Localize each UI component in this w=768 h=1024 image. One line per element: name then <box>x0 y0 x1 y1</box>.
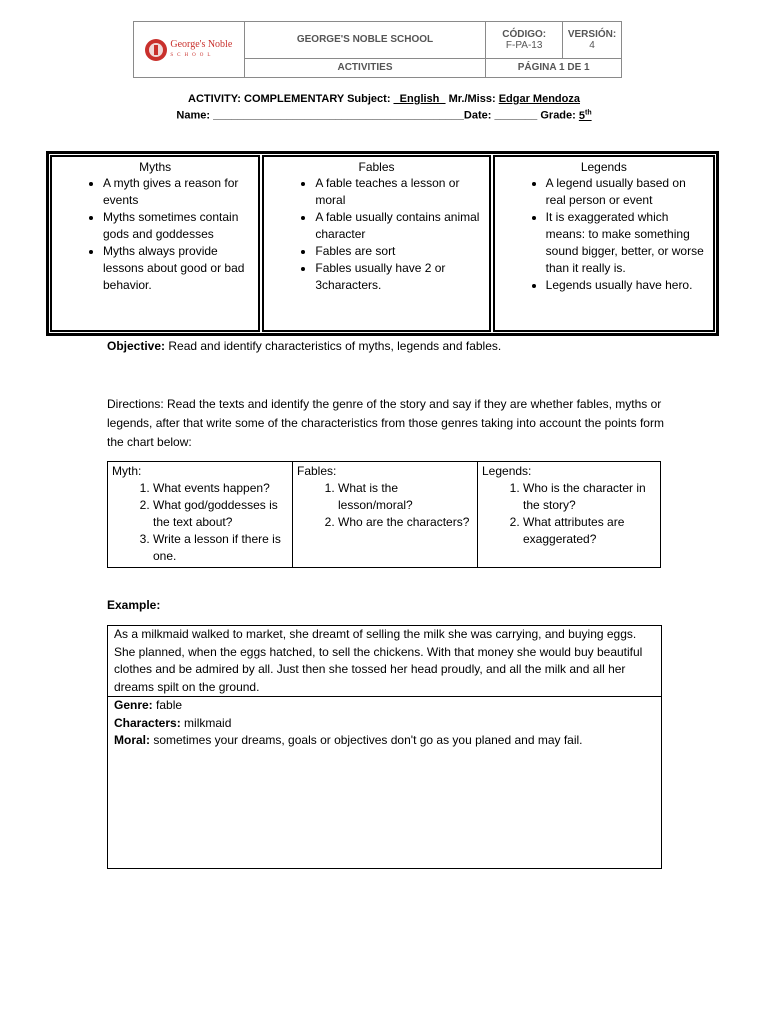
genre-answer: Genre: fable <box>114 698 183 712</box>
fable-questions <box>293 462 478 568</box>
fable-point: • Fables usually have 2 or 3characters. <box>315 260 484 294</box>
legend-point: • Legends usually have hero. <box>546 277 709 294</box>
moral-answer: Moral: sometimes your dreams, goals or objectives don't go as you planed and may fail. <box>114 733 583 747</box>
myth-questions <box>108 462 293 568</box>
myth-point: • A myth gives a reason for events <box>103 175 254 209</box>
directions: Directions: Read the texts and identify the genre of the story and say if they are whether fables, myths or legends, after that write some of the characteristics from those genres taking into account the points form the chart below: <box>107 397 664 449</box>
myth-point: • Myths sometimes contain gods and goddesses <box>103 209 254 243</box>
myth-questions-title: Myth: <box>112 464 142 478</box>
question-item: 2. What god/goddesses is the text about? <box>153 497 288 531</box>
example-label: Example: <box>107 598 161 612</box>
school-seal-icon <box>145 39 167 61</box>
logo-text: George's Noble <box>170 38 233 50</box>
fable-point: • A fable usually contains animal character <box>315 209 484 243</box>
myths-title: Myths <box>139 160 172 174</box>
objective-label: Objective: <box>107 339 166 353</box>
question-item: 1. Who is the character in the story? <box>523 480 656 514</box>
fables-column <box>262 155 490 332</box>
fable-questions-title: Fables: <box>297 464 337 478</box>
objective <box>107 337 667 356</box>
codigo-label: CÓDIGO: <box>502 28 547 40</box>
myths-column <box>50 155 260 332</box>
school-name: GEORGE'S NOBLE SCHOOL <box>244 22 486 59</box>
legends-column <box>493 155 715 332</box>
version-value: 4 <box>589 39 595 51</box>
fable-point: • A fable teaches a lesson or moral <box>315 175 484 209</box>
example-table <box>107 625 662 869</box>
activities-label: ACTIVITIES <box>244 58 486 77</box>
codigo-value: F-PA-13 <box>505 39 543 51</box>
legend-point: • It is exaggerated which means: to make something sound bigger, better, or worse than it really is. <box>546 209 709 277</box>
date-blank: _______ <box>494 109 538 122</box>
characters-answer: Characters: milkmaid <box>114 715 232 730</box>
school-logo <box>134 22 245 78</box>
codigo-cell <box>486 22 563 59</box>
question-item: 1. What is the lesson/moral? <box>338 480 473 514</box>
legend-questions-title: Legends: <box>482 464 532 478</box>
name-blank: _________________________________________ <box>213 109 464 122</box>
objective-text: Read and identify characteristics of myths, legends and fables. <box>165 339 502 353</box>
legends-title: Legends <box>580 160 627 174</box>
version-cell <box>563 22 622 59</box>
question-item: 2. What attributes are exaggerated? <box>523 514 656 548</box>
genre-characteristics-table <box>46 151 719 336</box>
activity-line <box>0 93 768 105</box>
teacher-value: Edgar Mendoza <box>498 93 580 105</box>
example-story: As a milkmaid walked to market, she dreamt of selling the milk she was carrying, and buying eggs. She planned, when the eggs hatched, to sell the chickens. With that money she would buy beautiful clothes and be admired by all. Just then she tossed her head proudly, and all the milk and all her dreams spilt on the ground. <box>108 626 662 697</box>
example-answer <box>108 697 662 869</box>
logo-subtext: SCHOOL <box>170 52 215 58</box>
myth-point: • Myths always provide lessons about good or bad behavior. <box>103 243 254 294</box>
activity-label: ACTIVITY: COMPLEMENTARY Subject: <box>188 93 394 105</box>
grade-label: Grade: <box>537 109 579 122</box>
questions-table <box>107 461 661 568</box>
legend-questions <box>478 462 661 568</box>
fables-title: Fables <box>358 160 395 174</box>
subject-value: _English_ <box>393 93 446 105</box>
question-item: 2. Who are the characters? <box>338 514 473 531</box>
pagina-label: PÁGINA 1 DE 1 <box>486 58 622 77</box>
version-label: VERSIÓN: <box>567 28 617 40</box>
question-item: 3. Write a lesson if there is one. <box>153 531 288 565</box>
teacher-label: Mr./Miss: <box>445 93 499 105</box>
date-label: Date: <box>463 109 495 122</box>
legend-point: • A legend usually based on real person or event <box>546 175 709 209</box>
fable-point: • Fables are sort <box>315 243 484 260</box>
document-header <box>133 21 622 78</box>
grade-value: 5th <box>578 109 592 122</box>
question-item: 1. What events happen? <box>153 480 288 497</box>
name-label: Name: <box>176 109 214 122</box>
student-line <box>0 109 768 122</box>
